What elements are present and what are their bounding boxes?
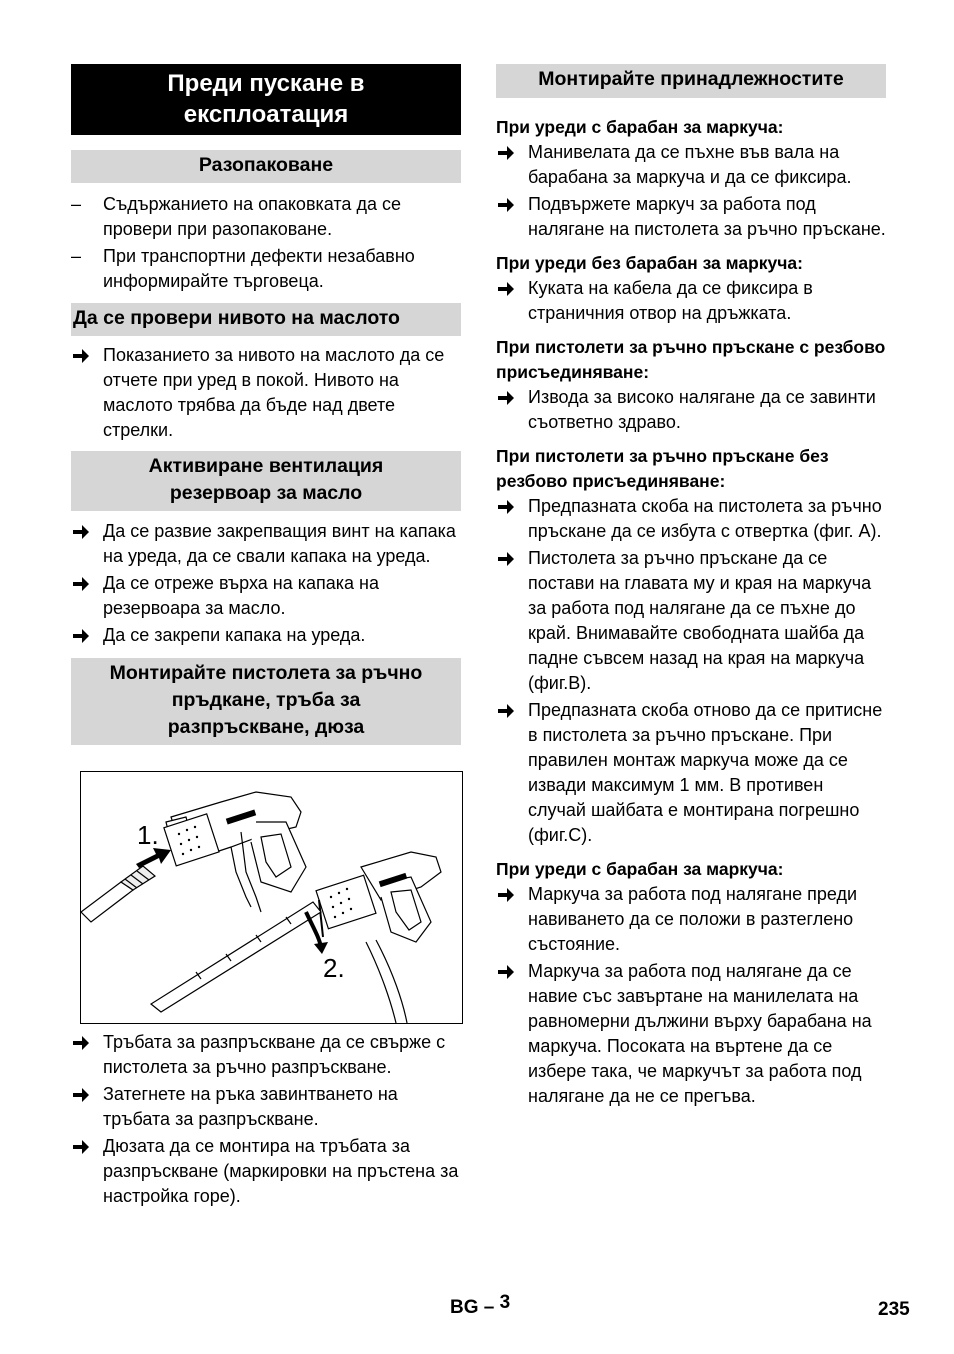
list-item: Дюзата да се монтира на тръбата за разпръскване (маркировки на пръстена за настройка горе). — [71, 1134, 461, 1209]
arrow-right-icon — [498, 704, 514, 718]
main-title-line2: експлоатация — [183, 101, 349, 128]
main-title — [71, 64, 461, 135]
arrow-right-icon — [73, 577, 89, 591]
group-list — [496, 140, 886, 242]
footer-sep: – — [483, 1297, 495, 1318]
arrow-right-icon — [498, 965, 514, 979]
list-item: Тръбата за разпръскване да се свърже с пистолета за ръчно разпръскване. — [71, 1030, 461, 1080]
list-item: Показанието за нивото на маслото да се отчете при уред в покой. Нивото на маслото трябва да бъде над двете стрелки. — [71, 343, 461, 443]
arrow-right-icon — [73, 349, 89, 363]
dash-bullet: – — [71, 194, 82, 214]
list-item: Подвържете маркуч за работа под налягане на пистолета за ръчно пръскане. — [496, 192, 886, 242]
unpacking-list — [71, 192, 461, 294]
list-item: Манивелата да се пъхне във вала на барабана за маркуча и да се фиксира. — [496, 140, 886, 190]
left-column — [71, 64, 461, 1209]
subheading: При пистолети за ръчно пръскане с резбово присъединяване: — [496, 337, 886, 382]
subheading: При уреди с барабан за маркуча: — [496, 859, 784, 879]
oil-check-list — [71, 343, 461, 443]
group-list — [496, 276, 886, 326]
arrow-right-icon — [498, 282, 514, 296]
arrow-right-icon — [498, 500, 514, 514]
list-item: Да се закрепи капака на уреда. — [71, 623, 461, 648]
mount-gun-list — [71, 1030, 461, 1209]
subheading: При пистолети за ръчно пръскане без резбово присъединяване: — [496, 446, 829, 491]
dash-bullet: – — [71, 246, 82, 266]
list-item: Извода за високо налягане да се завинти съответно здраво. — [496, 385, 886, 435]
footer-lang: BG — [450, 1297, 479, 1318]
arrow-right-icon — [498, 552, 514, 566]
step-1-label: 1. — [137, 820, 159, 850]
mount-gun-heading: Монтирайте пистолета за ръчно пръдкане, тръба за разпръскване, дюза — [71, 658, 461, 745]
group-list — [496, 882, 886, 1109]
group-list — [496, 494, 886, 848]
main-title-line1: Преди пускане в — [167, 70, 365, 97]
arrow-right-icon — [498, 888, 514, 902]
list-item: Маркуча за работа под налягане да се навие със завъртане на манилелата на равномерни дължини върху барабана на маркуча. Посоката на въртене да се избере така, че маркучът за работа под налягане да не се прегъва. — [496, 959, 886, 1109]
list-item: Куката на кабела да се фиксира в страничния отвор на дръжката. — [496, 276, 886, 326]
oil-check-heading: Да се провери нивото на маслото — [71, 303, 461, 336]
list-item: Предпазната скоба на пистолета за ръчно пръскане да се избута с отвертка (фиг. A). — [496, 494, 886, 544]
arrow-right-icon — [73, 525, 89, 539]
gun-assembly-illustration — [81, 772, 462, 1023]
list-item: Да се развие закрепващия винт на капака на уреда, да се свали капака на уреда. — [71, 519, 461, 569]
list-item: – Съдържанието на опаковката да се провери при разопаковане. — [71, 194, 401, 239]
unpacking-heading: Разопаковане — [71, 150, 461, 183]
arrow-right-icon — [73, 1036, 89, 1050]
footer-section-label — [450, 1292, 511, 1319]
group-list — [496, 385, 886, 435]
accessories-heading: Монтирайте принадлежностите — [496, 64, 886, 98]
page-number: 235 — [878, 1299, 910, 1320]
subheading: При уреди с барабан за маркуча: — [496, 117, 784, 137]
list-item: Предпазната скоба отново да се притисне в пистолета за ръчно пръскане. При правилен монтаж маркуча може да се извади максимум 1 мм. В противен случай шайбата е монтирана погрешно (фиг.C). — [496, 698, 886, 848]
step-2-label: 2. — [323, 953, 345, 983]
list-item: Пистолета за ръчно пръскане да се постави на главата му и края на маркуча за работа под налягане да се пъхне до край. Внимавайте свободната шайба да падне съвсем назад на края на маркуча (фиг.B). — [496, 546, 886, 696]
ventilation-list — [71, 519, 461, 648]
footer-section-page: 3 — [499, 1292, 511, 1313]
arrow-right-icon — [73, 629, 89, 643]
list-item: Маркуча за работа под налягане преди навиването да се положи в разтеглено състояние. — [496, 882, 886, 957]
ventilation-heading: Активиране вентилация резервоар за масло — [71, 451, 461, 511]
list-item: – При транспортни дефекти незабавно информирайте търговеца. — [71, 246, 415, 291]
gun-assembly-figure — [80, 771, 463, 1024]
list-item: Да се отреже върха на капака на резервоара за масло. — [71, 571, 461, 621]
list-item: Затегнете на ръка завинтването на тръбата за разпръскване. — [71, 1082, 461, 1132]
arrow-right-icon — [498, 391, 514, 405]
subheading: При уреди без барабан за маркуча: — [496, 253, 803, 273]
arrow-right-icon — [498, 146, 514, 160]
arrow-right-icon — [498, 198, 514, 212]
arrow-right-icon — [73, 1140, 89, 1154]
right-column — [496, 64, 886, 1109]
arrow-right-icon — [73, 1088, 89, 1102]
